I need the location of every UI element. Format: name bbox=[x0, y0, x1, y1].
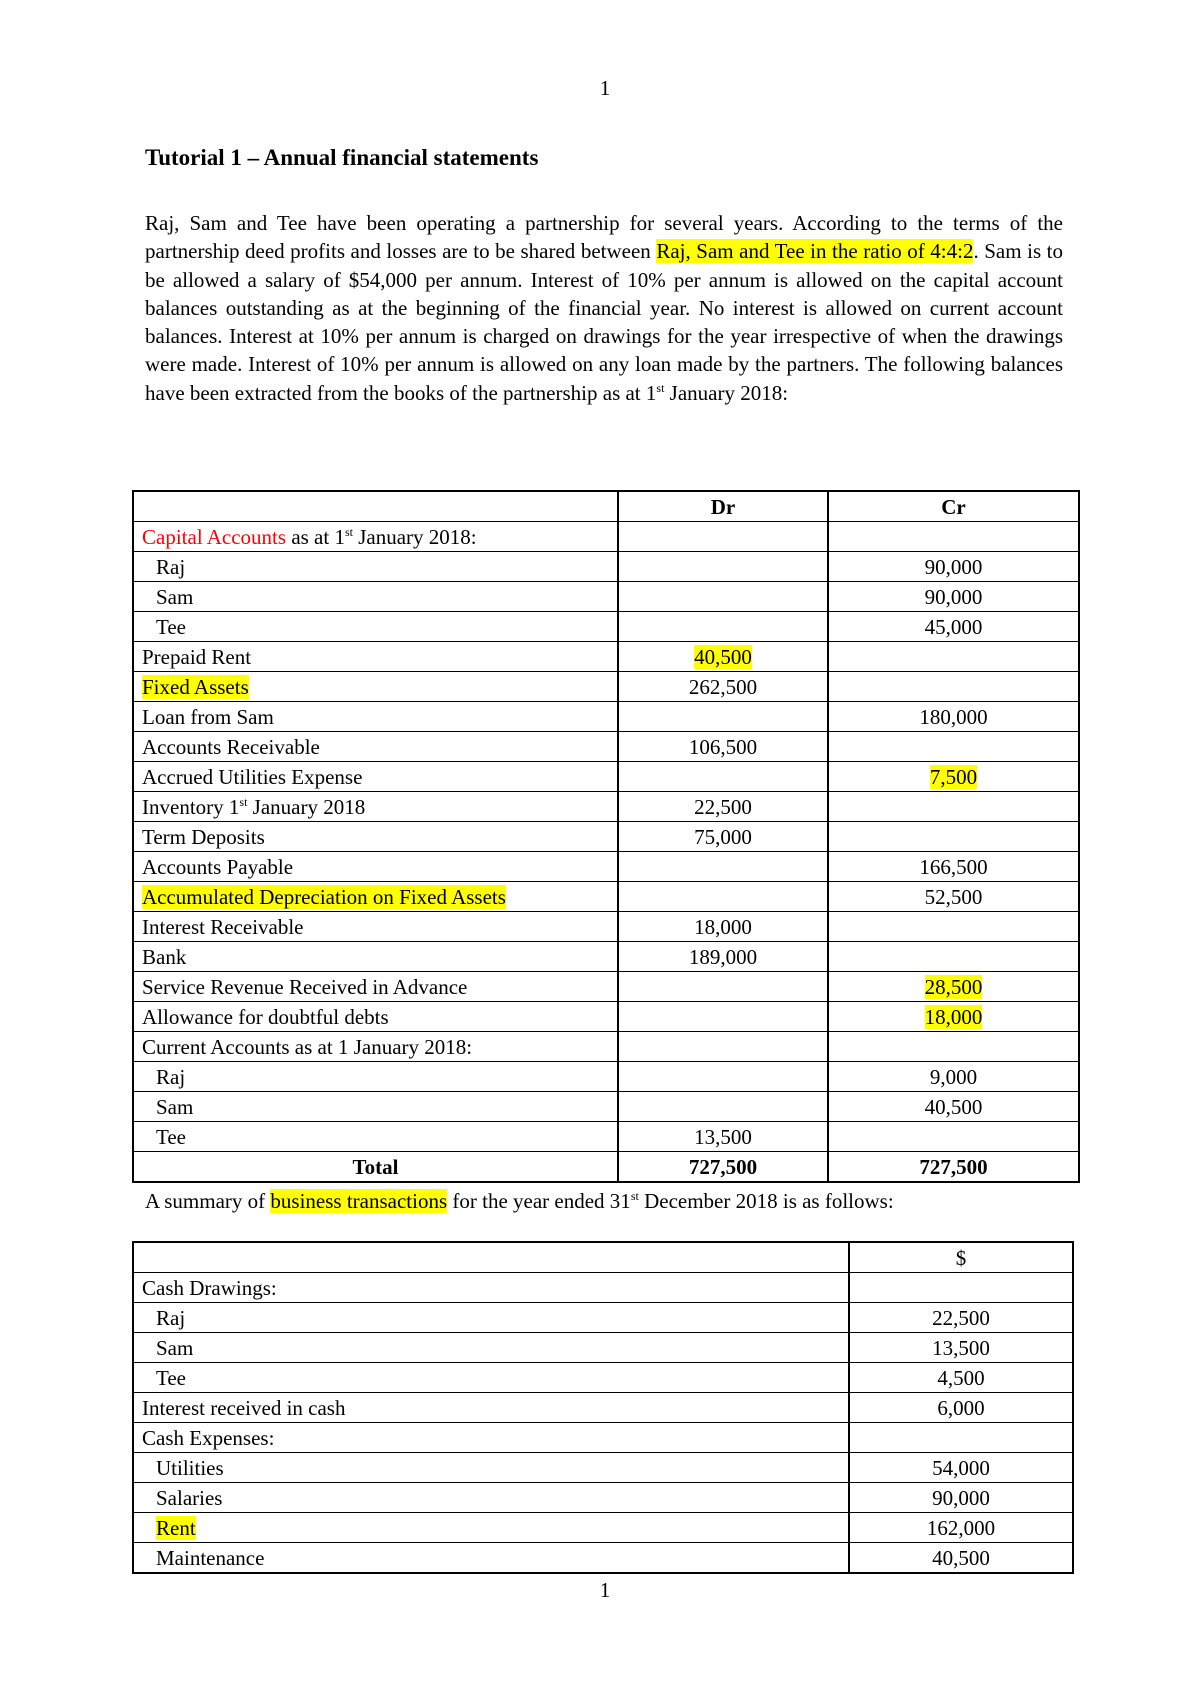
row-label: Raj bbox=[133, 552, 618, 582]
table-row bbox=[133, 1032, 1079, 1062]
cell-cr: 180,000 bbox=[828, 702, 1079, 732]
table-row bbox=[133, 1423, 1073, 1453]
row-label: Sam bbox=[133, 1333, 849, 1363]
table-header-row bbox=[133, 491, 1079, 522]
table-row bbox=[133, 1483, 1073, 1513]
row-label: Term Deposits bbox=[133, 822, 618, 852]
table-row bbox=[133, 702, 1079, 732]
trial-balance-table bbox=[132, 490, 1080, 1183]
cell-dr: 75,000 bbox=[618, 822, 828, 852]
table-row bbox=[133, 882, 1079, 912]
intro-text-2: . Sam is to be allowed a salary of $54,000 per annum. Interest of 10% per annum is allowed on the capital account balances outstanding as at the beginning of the financial year. No interest is allowed on current account balances. Interest at 10% per annum is charged on drawings for the year irrespective of when the drawings were made. Interest of 10% per annum is allowed on any loan made by the partners. The following balances have been extracted from the books of the partnership as at 1 bbox=[145, 239, 1063, 405]
summary-sup: st bbox=[630, 1189, 639, 1203]
cell-dr: 13,500 bbox=[618, 1122, 828, 1152]
row-label: Tee bbox=[133, 1363, 849, 1393]
capital-accounts-rest: as at 1 bbox=[286, 524, 345, 549]
cell-dr bbox=[618, 852, 828, 882]
row-label bbox=[133, 792, 618, 822]
row-value: 90,000 bbox=[849, 1483, 1073, 1513]
cell-cr bbox=[828, 1002, 1079, 1032]
summary-sentence bbox=[145, 1189, 894, 1214]
row-label: Cash Drawings: bbox=[133, 1273, 849, 1303]
cell-dr bbox=[618, 1002, 828, 1032]
page-number-top: 1 bbox=[599, 76, 611, 100]
row-label: Interest received in cash bbox=[133, 1393, 849, 1423]
row-value bbox=[849, 1273, 1073, 1303]
cell-dr bbox=[618, 1032, 828, 1062]
cell-cr bbox=[828, 1122, 1079, 1152]
table-row bbox=[133, 1002, 1079, 1032]
table-header-row bbox=[133, 1242, 1073, 1273]
intro-text-1: Raj, Sam and Tee have been operating a partnership for several years. According to the terms of the partnership deed profits and losses are to be shared between bbox=[145, 211, 1063, 264]
intro-text-3: January 2018: bbox=[664, 380, 789, 405]
header-cr: Cr bbox=[828, 491, 1079, 522]
row-label: Raj bbox=[133, 1303, 849, 1333]
row-value bbox=[849, 1423, 1073, 1453]
capital-accounts-label bbox=[133, 522, 618, 552]
header-dr: Dr bbox=[618, 491, 828, 522]
table-row bbox=[133, 1363, 1073, 1393]
cell-dr bbox=[618, 552, 828, 582]
table-row bbox=[133, 732, 1079, 762]
table-row bbox=[133, 822, 1079, 852]
cell-cr: 166,500 bbox=[828, 852, 1079, 882]
row-label: Accounts Receivable bbox=[133, 732, 618, 762]
page-title: Tutorial 1 – Annual financial statements bbox=[145, 145, 539, 170]
cell-dr: 262,500 bbox=[618, 672, 828, 702]
table-row bbox=[133, 1122, 1079, 1152]
highlighted-value: 40,500 bbox=[694, 644, 752, 669]
total-label: Total bbox=[133, 1152, 618, 1183]
cell-dr: 106,500 bbox=[618, 732, 828, 762]
cell-dr bbox=[618, 1062, 828, 1092]
row-label: Utilities bbox=[133, 1453, 849, 1483]
cell-dr bbox=[618, 702, 828, 732]
table-row bbox=[133, 1513, 1073, 1543]
capital-accounts-end: January 2018: bbox=[352, 524, 477, 549]
summary-text-2: for the year ended 31 bbox=[447, 1189, 631, 1213]
table-row bbox=[133, 1062, 1079, 1092]
cell-cr: 90,000 bbox=[828, 582, 1079, 612]
capital-accounts-sup: st bbox=[344, 524, 353, 539]
row-value: 162,000 bbox=[849, 1513, 1073, 1543]
highlighted-value: 28,500 bbox=[924, 974, 983, 999]
table-row bbox=[133, 972, 1079, 1002]
table-row bbox=[133, 852, 1079, 882]
table-row bbox=[133, 1333, 1073, 1363]
table-row bbox=[133, 612, 1079, 642]
cell-dr bbox=[618, 762, 828, 792]
summary-text-1: A summary of bbox=[145, 1189, 271, 1213]
table-row bbox=[133, 1453, 1073, 1483]
cell-dr bbox=[618, 612, 828, 642]
cell-dr bbox=[618, 1092, 828, 1122]
cell-cr: 40,500 bbox=[828, 1092, 1079, 1122]
table-row bbox=[133, 552, 1079, 582]
table-row bbox=[133, 1393, 1073, 1423]
row-label bbox=[133, 672, 618, 702]
cell-cr bbox=[828, 942, 1079, 972]
row-label: Current Accounts as at 1 January 2018: bbox=[133, 1032, 618, 1062]
highlighted-label: Rent bbox=[156, 1515, 196, 1540]
table-row bbox=[133, 1273, 1073, 1303]
row-label: Service Revenue Received in Advance bbox=[133, 972, 618, 1002]
cell-cr bbox=[828, 732, 1079, 762]
inventory-label: Inventory 1 bbox=[142, 794, 240, 819]
page-number-bottom: 1 bbox=[599, 1578, 611, 1602]
row-label: Raj bbox=[133, 1062, 618, 1092]
cell-dr bbox=[618, 972, 828, 1002]
row-value: 6,000 bbox=[849, 1393, 1073, 1423]
table-row bbox=[133, 1092, 1079, 1122]
row-label bbox=[133, 1513, 849, 1543]
header-blank bbox=[133, 491, 618, 522]
row-label: Accrued Utilities Expense bbox=[133, 762, 618, 792]
highlighted-label: Fixed Assets bbox=[142, 674, 249, 699]
intro-paragraph bbox=[145, 209, 1063, 407]
row-label: Bank bbox=[133, 942, 618, 972]
row-label: Sam bbox=[133, 1092, 618, 1122]
table-row bbox=[133, 1303, 1073, 1333]
row-label bbox=[133, 882, 618, 912]
row-label: Cash Expenses: bbox=[133, 1423, 849, 1453]
total-dr: 727,500 bbox=[618, 1152, 828, 1183]
cell-cr bbox=[828, 1032, 1079, 1062]
summary-highlight: business transactions bbox=[270, 1189, 448, 1213]
inventory-sup: st bbox=[239, 794, 248, 809]
row-label: Accounts Payable bbox=[133, 852, 618, 882]
row-label: Tee bbox=[133, 1122, 618, 1152]
highlighted-value: 18,000 bbox=[924, 1004, 983, 1029]
row-label: Allowance for doubtful debts bbox=[133, 1002, 618, 1032]
cell-cr bbox=[828, 642, 1079, 672]
row-label: Prepaid Rent bbox=[133, 642, 618, 672]
cell-dr: 22,500 bbox=[618, 792, 828, 822]
cell-cr: 9,000 bbox=[828, 1062, 1079, 1092]
row-label: Sam bbox=[133, 582, 618, 612]
cell-dr bbox=[618, 882, 828, 912]
cell-cr: 90,000 bbox=[828, 552, 1079, 582]
row-label: Tee bbox=[133, 612, 618, 642]
cell-dr: 18,000 bbox=[618, 912, 828, 942]
cell-dr: 189,000 bbox=[618, 942, 828, 972]
table-row bbox=[133, 642, 1079, 672]
table-row bbox=[133, 522, 1079, 552]
row-label: Loan from Sam bbox=[133, 702, 618, 732]
row-value: 22,500 bbox=[849, 1303, 1073, 1333]
transactions-table bbox=[132, 1241, 1074, 1574]
summary-text-3: December 2018 is as follows: bbox=[638, 1189, 894, 1213]
row-value: 40,500 bbox=[849, 1543, 1073, 1574]
cell-cr bbox=[828, 912, 1079, 942]
table-row bbox=[133, 942, 1079, 972]
row-value: 4,500 bbox=[849, 1363, 1073, 1393]
table-row bbox=[133, 582, 1079, 612]
table-row bbox=[133, 1543, 1073, 1574]
capital-accounts-red: Capital Accounts bbox=[142, 524, 287, 549]
row-value: 54,000 bbox=[849, 1453, 1073, 1483]
header-dollar: $ bbox=[849, 1242, 1073, 1273]
cell-cr bbox=[828, 792, 1079, 822]
total-row bbox=[133, 1152, 1079, 1183]
intro-sup: st bbox=[656, 380, 665, 395]
header-blank bbox=[133, 1242, 849, 1273]
cell-cr bbox=[828, 762, 1079, 792]
table-row bbox=[133, 792, 1079, 822]
row-value: 13,500 bbox=[849, 1333, 1073, 1363]
inventory-label-end: January 2018 bbox=[247, 794, 366, 819]
intro-highlight: Raj, Sam and Tee in the ratio of 4:4:2 bbox=[656, 239, 974, 264]
highlighted-value: 7,500 bbox=[929, 764, 978, 789]
table-row bbox=[133, 762, 1079, 792]
cell-cr: 52,500 bbox=[828, 882, 1079, 912]
row-label: Salaries bbox=[133, 1483, 849, 1513]
cell-cr bbox=[828, 672, 1079, 702]
total-cr: 727,500 bbox=[828, 1152, 1079, 1183]
row-label: Maintenance bbox=[133, 1543, 849, 1574]
highlighted-label: Accumulated Depreciation on Fixed Assets bbox=[142, 884, 506, 909]
cell-dr bbox=[618, 582, 828, 612]
cell-dr bbox=[618, 642, 828, 672]
table-row bbox=[133, 672, 1079, 702]
cell-cr bbox=[828, 522, 1079, 552]
cell-cr bbox=[828, 822, 1079, 852]
table-row bbox=[133, 912, 1079, 942]
cell-dr bbox=[618, 522, 828, 552]
cell-cr: 45,000 bbox=[828, 612, 1079, 642]
row-label: Interest Receivable bbox=[133, 912, 618, 942]
cell-cr bbox=[828, 972, 1079, 1002]
